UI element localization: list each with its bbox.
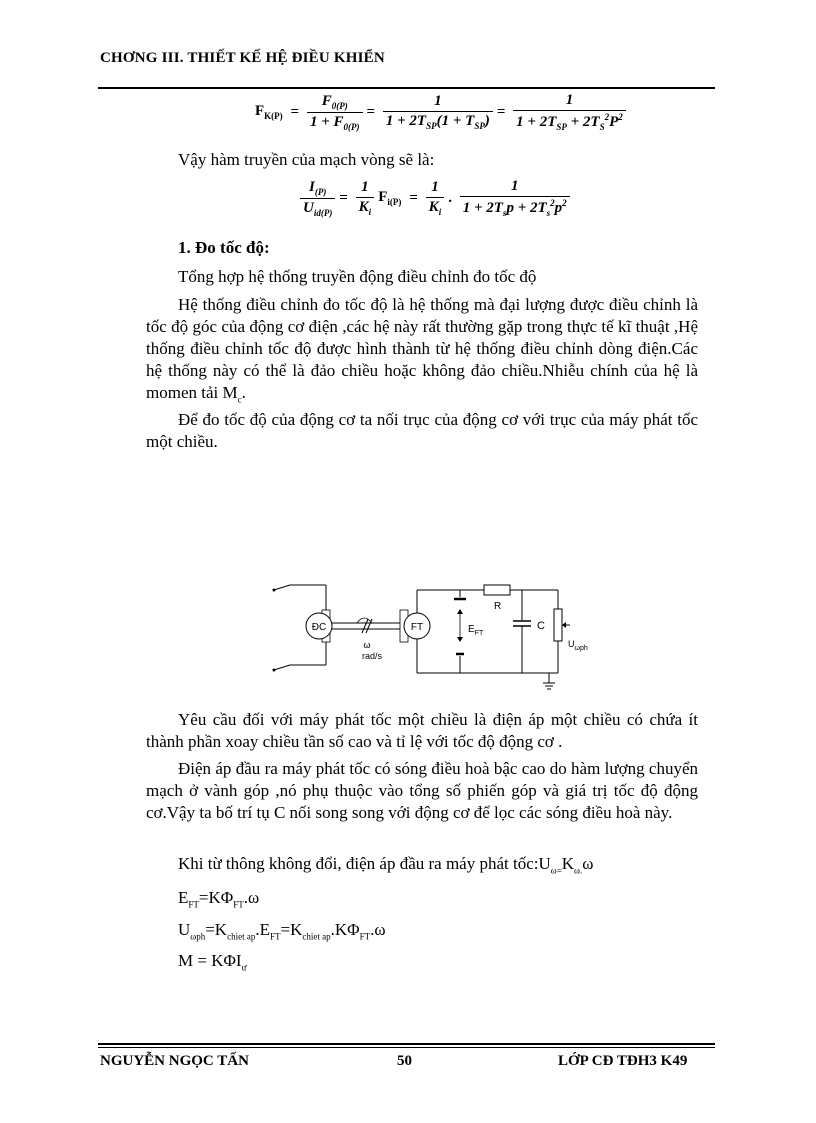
footer-class: LỚP CĐ TĐH3 K49 — [558, 1053, 688, 1069]
paragraph-tachometer: Để đo tốc độ của động cơ ta nối trục của động cơ với trục của máy phát tốc một chiều. — [146, 410, 698, 451]
transfer-function-equation: $F_{K(P)}$ = $\frac{F_{0(P)}}{1 + F_{0(P)}}$ = $\frac{1}{1 + 2T_{SP}(1 + T_{SP})}$ = $\frac{1}{1 + 2T_{SP} + 2T_S^2P^2}$ — [255, 92, 626, 132]
formula-line-torque: $M = K\Phi I_ư$ — [178, 951, 247, 973]
omega-label: ω — [363, 640, 371, 650]
loop-transfer-equation: $\frac{I_{(P)}}{U_{id(P)}}$ = $\frac{1}{K_i}$ $F_{i(P)}$ = $\frac{1}{K_i}$ . $\frac{1}{1 + 2T_sp + 2T_s^2p^2}$ — [300, 178, 570, 218]
page-header-title: CHƠNG III. THIẾT KẾ HỆ ĐIỀU KHIỂN — [100, 50, 385, 66]
paragraph-speed-control: Hệ thống điều chỉnh đo tốc độ là hệ thống mà đại lượng được điều chỉnh là tốc độ góc của động cơ điện ,các hệ này rất thường gặp trong thực tế kĩ thuật ,Hệ thống điều chỉnh tốc độ được hình thành từ hệ thống điều chỉnh dòng điện.Các hệ thống này có thể là đảo chiều hoặc không đảo chiều.Nhiễu chính của hệ là momen tải $M_c$. — [146, 295, 698, 405]
formula-line-output-voltage: Khi từ thông không đổi, điện áp đầu ra máy phát $tốc:U_{\omega=}K_{\omega.}\omega$ — [178, 854, 594, 876]
tachogenerator-label: FT — [410, 622, 424, 633]
tachogenerator-circuit-diagram — [262, 575, 588, 695]
potentiometer-symbol — [554, 609, 562, 641]
paragraph-harmonics: Điện áp đầu ra máy phát tốc có sóng điều hoà bậc cao do hàm lượng chuyển mạch ở vành góp ,nó phụ thuộc vào tổng số phiến góp và giá trị tốc độ động cơ.Vậy ta bố trí tụ C nối song song với động cơ để lọc các sóng điều hoà này. — [146, 759, 698, 822]
output-voltage-label: $U_{\omega ph}$ — [568, 639, 588, 652]
paragraph-requirements: Yêu cầu đối với máy phát tốc một chiều là điện áp một chiều có chứa ít thành phần xoay chiều tần số cao và tỉ lệ với tốc độ động cơ . — [146, 710, 698, 751]
intro-line: Vậy hàm truyền của mạch vòng sẽ là: — [178, 150, 435, 169]
input-terminal-top — [274, 585, 290, 590]
input-terminal-bottom — [274, 665, 290, 670]
eft-label: $E_{FT}$ — [468, 624, 484, 637]
section-heading: 1. Đo tốc độ: — [178, 238, 270, 257]
rad-per-second-label: rad/s — [361, 651, 383, 661]
dc-motor-label: ĐC — [311, 622, 327, 633]
summary-line: Tổng hợp hệ thống truyền động điều chỉnh đo tốc độ — [178, 267, 537, 286]
header-rule — [98, 87, 715, 89]
formula-line-uwph: $U_{\omega ph}=K_{chiet ap}.E_{FT}=K_{chiet ap}.K\Phi_{FT}.\omega$ — [178, 920, 386, 942]
capacitor-label: C — [537, 620, 545, 632]
resistor-label: R — [494, 601, 502, 612]
footer-author: NGUYỄN NGỌC TẤN — [100, 1053, 249, 1069]
footer-page-number: 50 — [397, 1053, 412, 1069]
resistor-symbol — [484, 585, 510, 595]
footer-rule-thin — [98, 1047, 715, 1048]
footer-rule-thick — [98, 1043, 715, 1045]
formula-line-eft: $E_{FT}=K\Phi_{FT}.\omega$ — [178, 888, 260, 910]
